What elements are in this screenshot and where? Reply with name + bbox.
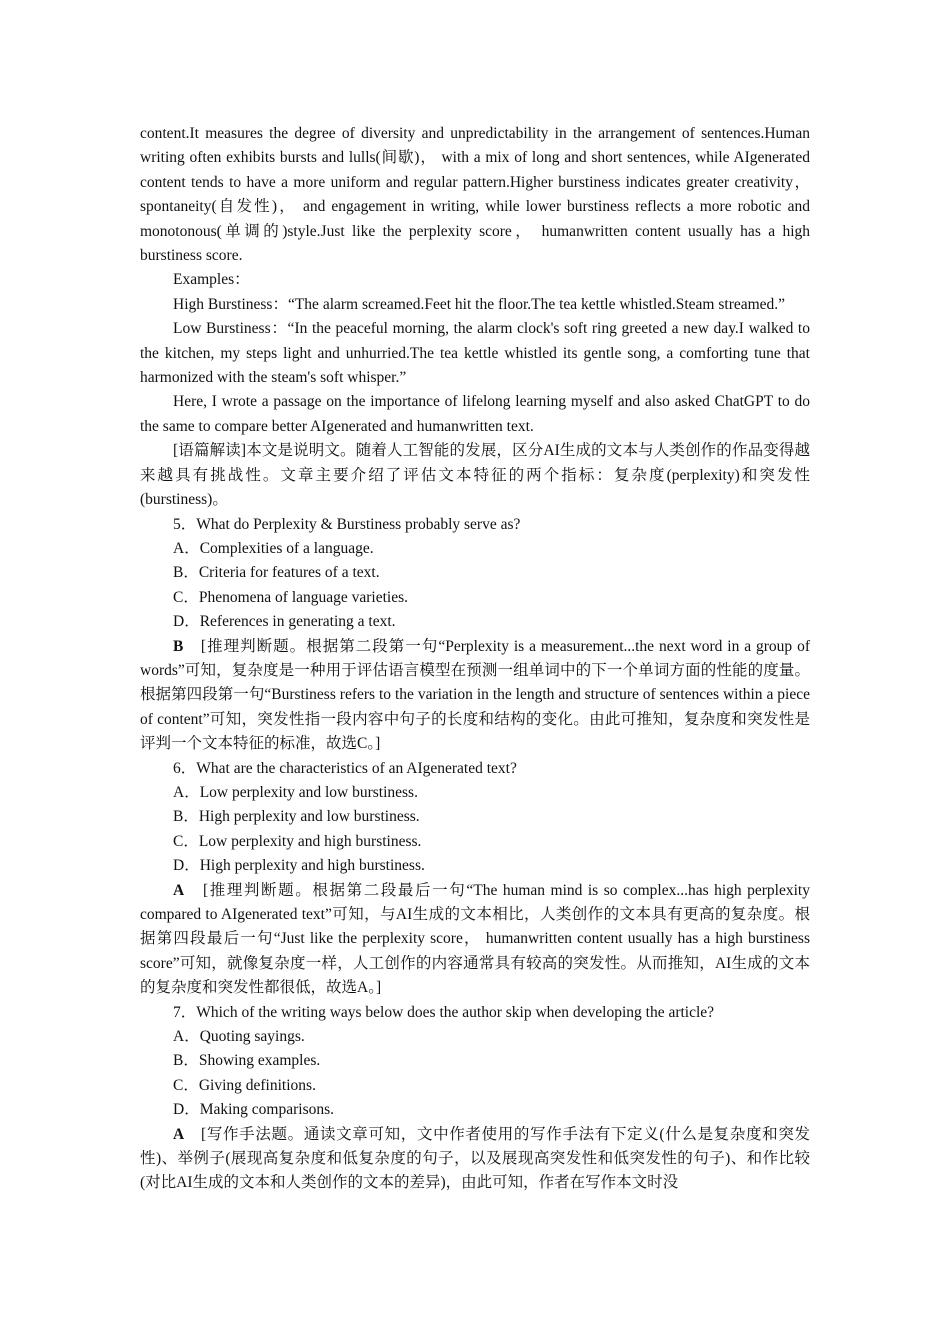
question-option: D．References in generating a text. <box>173 613 396 631</box>
question-option: C．Phenomena of language varieties. <box>173 588 409 606</box>
analysis-text: 本文是说明文。随着人工智能的发展，区分AI生成的文本与人类创作的作品变得越来越具有挑战性。文章主要介绍了评估文本特征的两个指标：复杂度(perplexity)和突发性(burstiness)。 <box>140 442 811 509</box>
question-stem: 5．What do Perplexity & Burstiness probably serve as? <box>173 515 521 533</box>
examples-label: Examples： <box>173 271 250 289</box>
explanation-text: [推理判断题。根据第二段最后一句“The human mind is so complex...has high perplexity compared to AIgenerated text”可知，与AI生成的文本相比，人类创作的文本具有更高的复杂度。根据第四段最后一句“Just like the perplexity score， humanwritten content usually has a high burstiness score”可知，就像复杂度一样，人工创作的内容通常具有较高的突发性。从而推知，AI生成的文本的复杂度和突发性都很低，故选A。] <box>140 881 810 997</box>
explanation-text: [推理判断题。根据第二段第一句“Perplexity is a measurement...the next word in a group of words”可知，复杂度是一种用于评估语言模型在预测一组单词中的下一个单词方面的性能的度量。根据第四段第一句“Burstiness refers to the variation in the length and structure of sentences within a piece of content”可知，突发性指一段内容中句子的长度和结构的变化。由此可推知，复杂度和突发性是评判一个文本特征的标准，故选C。] <box>140 637 810 753</box>
question-option: A．Quoting sayings. <box>173 1028 305 1046</box>
passage-paragraph-continued: content.It measures the degree of diversity and unpredictability in the arrangement of sentences.Human writing often exhibits bursts and lulls(间歇)， with a mix of long and short sentences, while AIgenerated content tends to have a more uniform and regular pattern.Higher burstiness indicates greater creativity， spontaneity(自发性)， and engagement in writing, while lower burstiness reflects a more robotic and monotonous(单调的)style.Just like the perplexity score， humanwritten content usually has a high burstiness score. <box>140 125 810 265</box>
closing-paragraph: Here, I wrote a passage on the importance of lifelong learning myself and also asked ChatGPT to do the same to compare better AIgenerated and humanwritten text. <box>140 393 810 435</box>
analysis-tag: [语篇解读] <box>173 442 247 460</box>
question-option: B．High perplexity and low burstiness. <box>173 808 420 826</box>
answer-letter: A <box>173 1125 185 1143</box>
question-option: B．Showing examples. <box>173 1052 321 1070</box>
answer-explanation <box>140 1123 810 1196</box>
explanation-text: [写作手法题。通读文章可知，文中作者使用的写作手法有下定义(什么是复杂度和突发性)、举例子(展现高复杂度和低复杂度的句子，以及展现高突发性和低突发性的句子)、和作比较(对比AI生成的文本和人类创作的文本的差异)，由此可知，作者在写作本文时没 <box>140 1125 810 1192</box>
answer-explanation <box>140 635 810 757</box>
answer-letter: A <box>173 881 185 899</box>
question-option: A．Complexities of a language. <box>173 539 374 557</box>
document-page <box>140 122 810 1196</box>
question-option: C．Low perplexity and high burstiness. <box>173 832 422 850</box>
low-burstiness-example: Low Burstiness：“In the peaceful morning, the alarm clock's soft ring greeted a new day.I walked to the kitchen, my steps light and unhurried.The tea kettle whistled its gentle song, a comforting tune that harmonized with the steam's soft whisper.” <box>140 320 810 387</box>
question-option: C．Giving definitions. <box>173 1076 316 1094</box>
question-stem: 7．Which of the writing ways below does the author skip when developing the article? <box>173 1003 715 1021</box>
question-option: D．High perplexity and high burstiness. <box>173 857 425 875</box>
answer-explanation <box>140 879 810 1001</box>
question-stem: 6．What are the characteristics of an AIgenerated text? <box>173 759 517 777</box>
question-option: D．Making comparisons. <box>173 1101 335 1119</box>
high-burstiness-example: High Burstiness：“The alarm screamed.Feet hit the floor.The tea kettle whistled.Steam streamed.” <box>173 295 786 313</box>
question-option: A．Low perplexity and low burstiness. <box>173 783 418 801</box>
question-option: B．Criteria for features of a text. <box>173 564 380 582</box>
answer-letter: B <box>173 637 184 655</box>
passage-analysis <box>140 439 810 512</box>
